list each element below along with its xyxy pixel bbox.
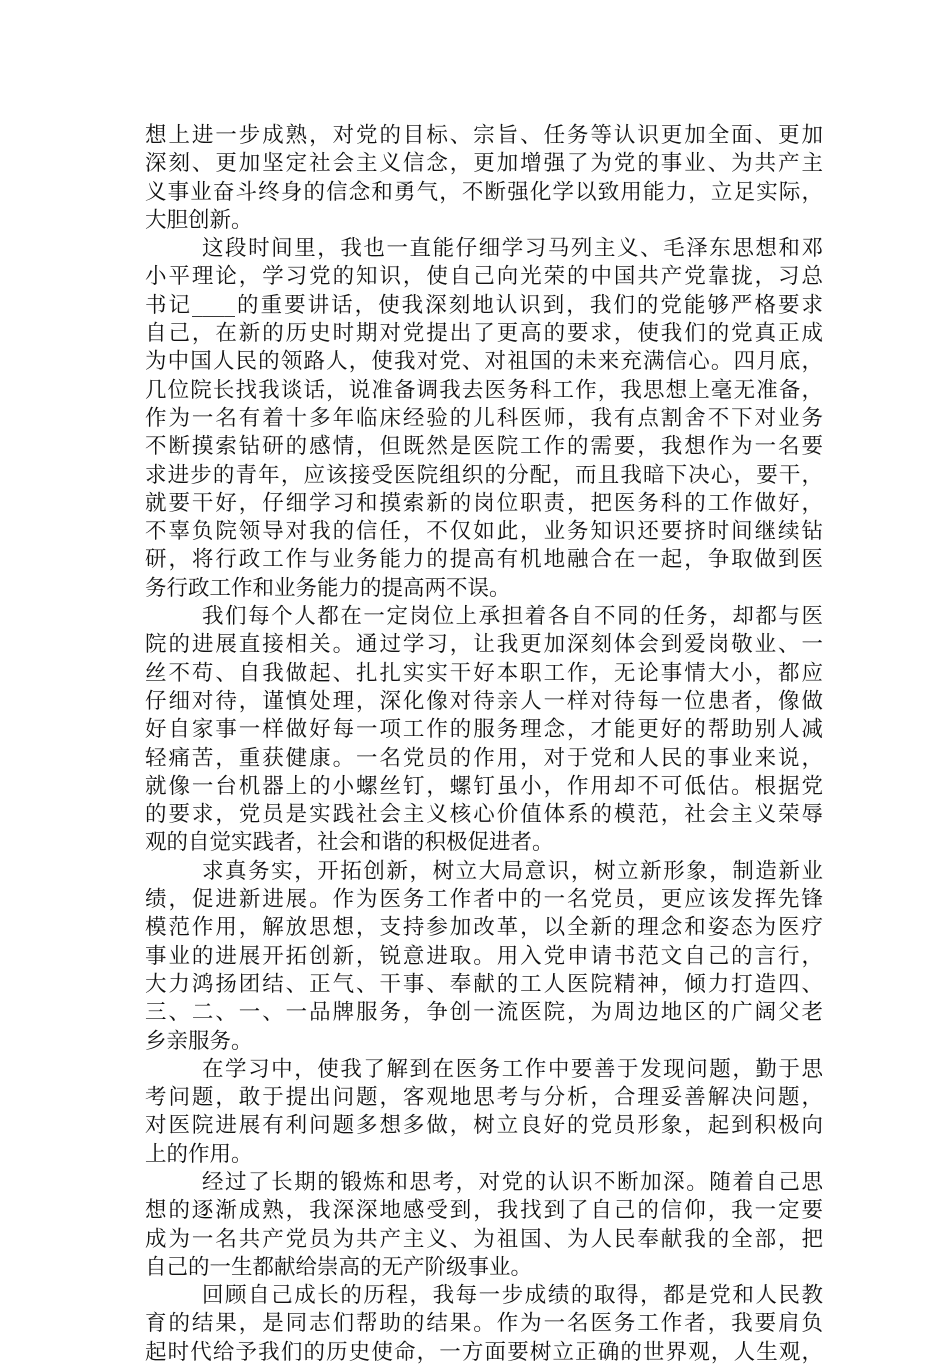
paragraph-line: 的要求，党员是实践社会主义核心价值体系的模范，社会主义荣辱 <box>145 802 823 828</box>
paragraph-line: 考问题，敢于提出问题，客观地思考与分析，合理妥善解决问题， <box>145 1085 823 1111</box>
paragraph-line: 仔细对待，谨慎处理，深化像对待亲人一样对待每一位患者，像做 <box>145 688 823 714</box>
paragraph-line: 对医院进展有利问题多想多做，树立良好的党员形象，起到积极向 <box>145 1113 823 1139</box>
paragraph-line: 三、二、一、一品牌服务，争创一流医院，为周边地区的广阔父老 <box>145 1000 823 1026</box>
paragraph-line: 好自家事一样做好每一项工作的服务理念，才能更好的帮助别人减 <box>145 717 823 743</box>
paragraph-line: 育的结果，是同志们帮助的结果。作为一名医务工作者，我要肩负 <box>145 1311 823 1337</box>
paragraph-line: 轻痛苦，重获健康。一名党员的作用，对于党和人民的事业来说， <box>145 745 823 771</box>
paragraph-line: 深刻、更加坚定社会主义信念，更加增强了为党的事业、为共产主 <box>145 151 823 177</box>
paragraph-line: 就像一台机器上的小螺丝钉，螺钉虽小，作用却不可低估。根据党 <box>145 773 823 799</box>
paragraph-line: 就要干好，仔细学习和摸索新的岗位职责，把医务科的工作做好， <box>145 490 823 516</box>
paragraph-line: 作为一名有着十多年临床经验的儿科医师，我有点割舍不下对业务 <box>145 405 823 431</box>
paragraph-line: 在学习中，使我了解到在医务工作中要善于发现问题，勤于思 <box>202 1056 823 1082</box>
paragraph-line: 自己的一生都献给崇高的无产阶级事业。 <box>145 1254 533 1280</box>
paragraph-line: 模范作用，解放思想，支持参加改革，以全新的理念和姿态为医疗 <box>145 915 823 941</box>
paragraph-line: 乡亲服务。 <box>145 1028 253 1054</box>
document-page <box>145 122 823 1367</box>
paragraph <box>145 122 823 235</box>
paragraph-line: 研，将行政工作与业务能力的提高有机地融合在一起，争取做到医 <box>145 547 823 573</box>
paragraph-line: 绩，促进新进展。作为医务工作者中的一名党员，更应该发挥先锋 <box>145 887 823 913</box>
paragraph-line: 小平理论，学习党的知识，使自己向光荣的中国共产党靠拢，习总 <box>145 264 823 290</box>
paragraph <box>145 1169 823 1282</box>
paragraph-line: 院的进展直接相关。通过学习，让我更加深刻体会到爱岗敬业、一 <box>145 632 823 658</box>
paragraph-line: 务行政工作和业务能力的提高两不误。 <box>145 575 511 601</box>
paragraph-line: 求进步的青年，应该接受医院组织的分配，而且我暗下决心，要干， <box>145 462 823 488</box>
paragraph-line: 经过了长期的锻炼和思考，对党的认识不断加深。随着自己思 <box>202 1169 823 1195</box>
paragraph-line: 事业的进展开拓创新，锐意进取。用入党申请书范文自己的言行， <box>145 943 823 969</box>
paragraph-line: 我们每个人都在一定岗位上承担着各自不同的任务，却都与医 <box>202 604 823 630</box>
document-body <box>145 122 823 1367</box>
paragraph <box>145 1056 823 1169</box>
paragraph-line: 几位院长找我谈话，说准备调我去医务科工作，我思想上毫无准备， <box>145 377 823 403</box>
paragraph <box>145 235 823 603</box>
paragraph-line: 为中国人民的领路人，使我对党、对祖国的未来充满信心。四月底， <box>145 349 823 375</box>
paragraph-line: 想上进一步成熟，对党的目标、宗旨、任务等认识更加全面、更加 <box>145 123 823 148</box>
paragraph-line: 想的逐渐成熟，我深深地感受到，我找到了自己的信仰，我一定要 <box>145 1198 823 1224</box>
paragraph-line: 回顾自己成长的历程，我每一步成绩的取得，都是党和人民教 <box>202 1283 823 1309</box>
paragraph-line: 观的自觉实践者，社会和谐的积极促进者。 <box>145 830 554 856</box>
paragraph <box>145 603 823 858</box>
paragraph-line: 这段时间里，我也一直能仔细学习马列主义、毛泽东思想和邓 <box>202 236 823 262</box>
paragraph-line: 不断摸索钻研的感情，但既然是医院工作的需要，我想作为一名要 <box>145 434 823 460</box>
paragraph-line: 自己，在新的历史时期对党提出了更高的要求，使我们的党真正成 <box>145 321 823 347</box>
paragraph-line: 大力鸿扬团结、正气、干事、奉献的工人医院精神，倾力打造四、 <box>145 971 823 997</box>
paragraph <box>145 858 823 1056</box>
paragraph-line: 上的作用。 <box>145 1141 253 1167</box>
paragraph-line: 不辜负院领导对我的信任，不仅如此，业务知识还要挤时间继续钻 <box>145 519 823 545</box>
paragraph-line: 求真务实，开拓创新，树立大局意识，树立新形象，制造新业 <box>202 858 823 884</box>
paragraph-line: 起时代给予我们的历史使命，一方面要树立正确的世界观，人生观， <box>145 1339 823 1365</box>
paragraph-line: 大胆创新。 <box>145 207 253 233</box>
paragraph-line: 义事业奋斗终身的信念和勇气，不断强化学以致用能力，立足实际， <box>145 179 823 205</box>
paragraph-line: 书记____的重要讲话，使我深刻地认识到，我们的党能够严格要求 <box>145 292 823 318</box>
paragraph-line: 成为一名共产党员为共产主义、为祖国、为人民奉献我的全部，把 <box>145 1226 823 1252</box>
paragraph-line: 丝不苟、自我做起、扎扎实实干好本职工作，无论事情大小，都应 <box>145 660 823 686</box>
paragraph <box>145 1282 823 1367</box>
